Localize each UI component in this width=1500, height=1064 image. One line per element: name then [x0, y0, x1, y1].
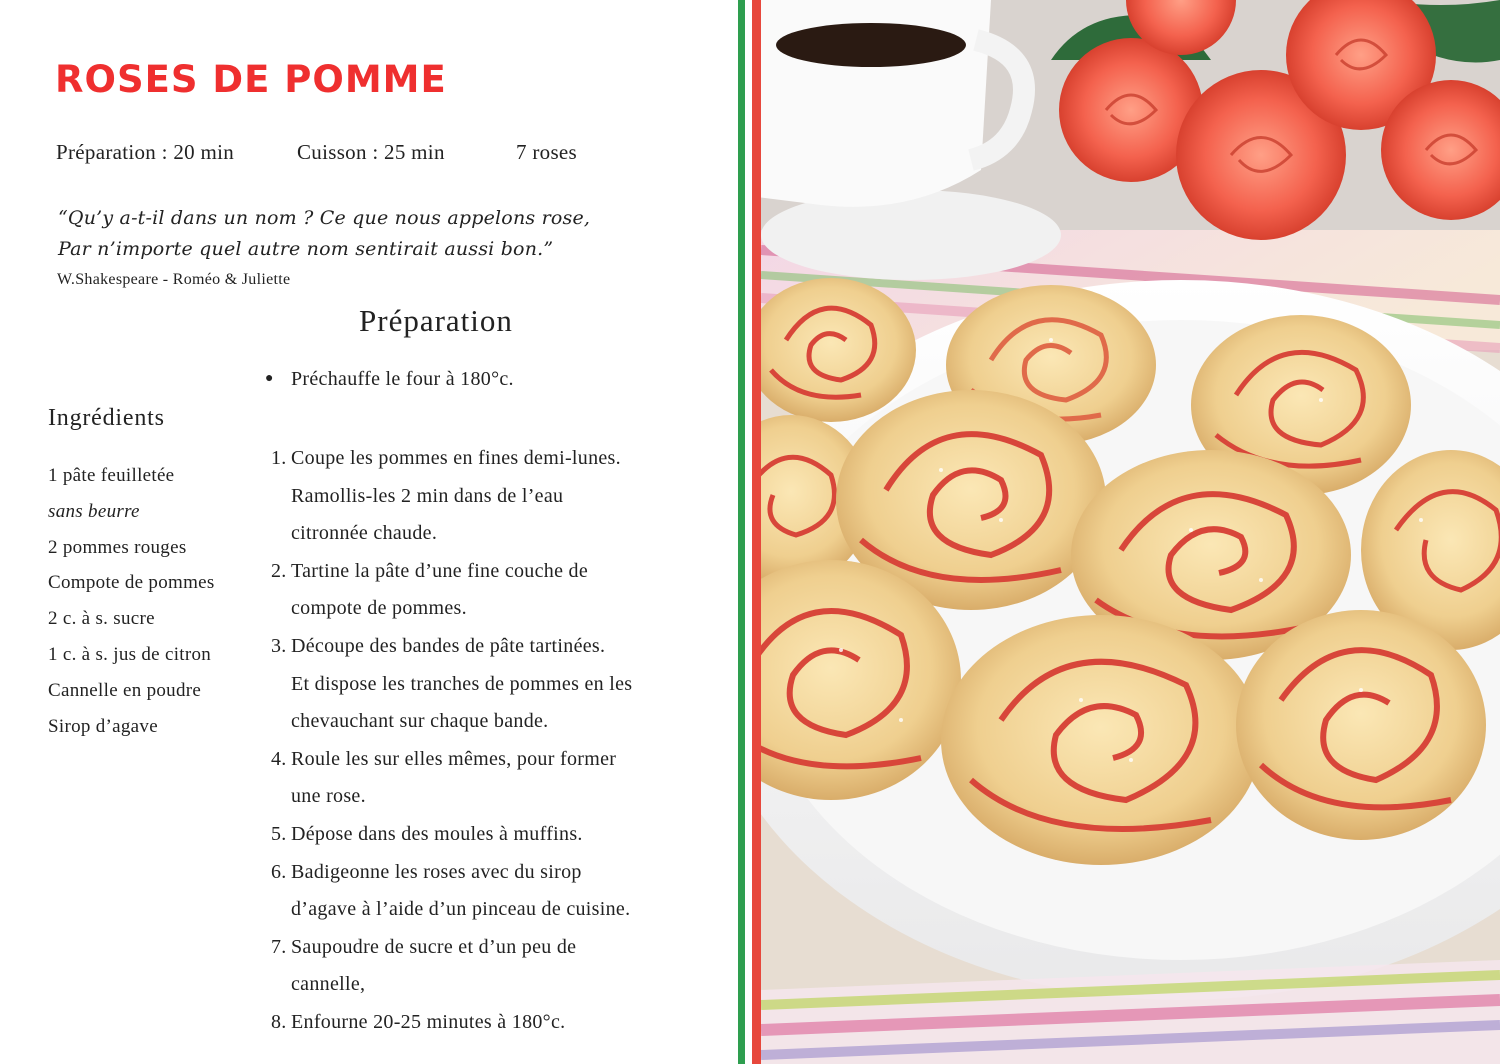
apple-rose-pastries-illustration — [761, 0, 1500, 1064]
step-item — [270, 741, 632, 816]
ingredient-item: Sirop d’agave — [48, 715, 158, 737]
step-text: Tartine la pâte d’une fine couche de compote de pommes. — [291, 559, 589, 620]
ingredients-heading: Ingrédients — [48, 405, 165, 431]
step-item — [270, 854, 632, 929]
step-item — [270, 440, 632, 553]
preparation-heading: Préparation — [359, 303, 513, 338]
ingredient-item: 1 pâte feuilletée — [48, 465, 175, 486]
yield: 7 roses — [516, 140, 578, 164]
apple-rose-pastries — [761, 278, 1500, 865]
ingredient-item: 1 c. à s. jus de citron — [48, 643, 212, 665]
cook-time: Cuisson : 25 min — [297, 140, 445, 164]
step-number: 3. — [271, 634, 287, 657]
ingredient-item: 2 c. à s. sucre — [48, 608, 155, 630]
step-text: Roule les sur elles mêmes, pour former une rose. — [291, 747, 617, 808]
step-text: Coupe les pommes en fines demi-lunes. Ramollis-les 2 min dans de l’eau citronnée chaude. — [291, 447, 621, 545]
step-item — [270, 816, 632, 854]
quote-author: W.Shakespeare - Roméo & Juliette — [57, 271, 291, 288]
step-text: Dépose dans des moules à muffins. — [291, 822, 583, 845]
quote-line-1: “Qu’y a-t-il dans un nom ? Ce que nous appelons rose, — [58, 207, 591, 229]
step-text: Badigeonne les roses avec du sirop d’agave à l’aide d’un pinceau de cuisine. — [291, 860, 631, 921]
ingredient-item: 2 pommes rouges — [48, 536, 187, 558]
ingredient-item: Compote de pommes — [48, 572, 215, 594]
flag-stripe-green — [738, 0, 745, 1064]
step-number: 4. — [271, 747, 287, 770]
step-number: 5. — [271, 822, 287, 845]
step-number: 7. — [271, 935, 287, 958]
step-number: 6. — [271, 860, 287, 883]
preheat-bullet — [265, 368, 514, 391]
ingredient-item: sans beurre — [48, 500, 140, 522]
apple-rose-photo — [761, 0, 1500, 1064]
bullet-icon: ● — [265, 371, 274, 386]
recipe-title: ROSES DE POMME — [55, 58, 447, 101]
step-number: 2. — [271, 559, 287, 582]
step-item — [270, 553, 632, 628]
step-text: Saupoudre de sucre et d’un peu de cannelle, — [291, 935, 577, 996]
flag-stripe-red — [752, 0, 761, 1064]
preheat-text: Préchauffe le four à 180°c. — [291, 368, 514, 390]
recipe-text-panel — [0, 0, 738, 1064]
ingredient-item: Cannelle en poudre — [48, 679, 202, 701]
flag-stripe-white — [745, 0, 752, 1064]
step-text: Enfourne 20-25 minutes à 180°c. — [291, 1010, 566, 1033]
step-item — [270, 628, 632, 741]
step-number: 8. — [271, 1010, 287, 1033]
step-number: 1. — [271, 447, 287, 469]
prep-time: Préparation : 20 min — [56, 140, 235, 164]
ingredients-list — [48, 458, 215, 744]
preparation-steps — [270, 440, 632, 1042]
step-item — [270, 1004, 632, 1042]
shakespeare-quote — [58, 203, 590, 265]
quote-line-2: Par n’importe quel autre nom sentirait aussi bon.” — [58, 238, 554, 260]
step-text: Découpe des bandes de pâte tartinées. Et dispose les tranches de pommes en les chevauchant sur chaque bande. — [291, 634, 633, 733]
step-item — [270, 929, 632, 1004]
